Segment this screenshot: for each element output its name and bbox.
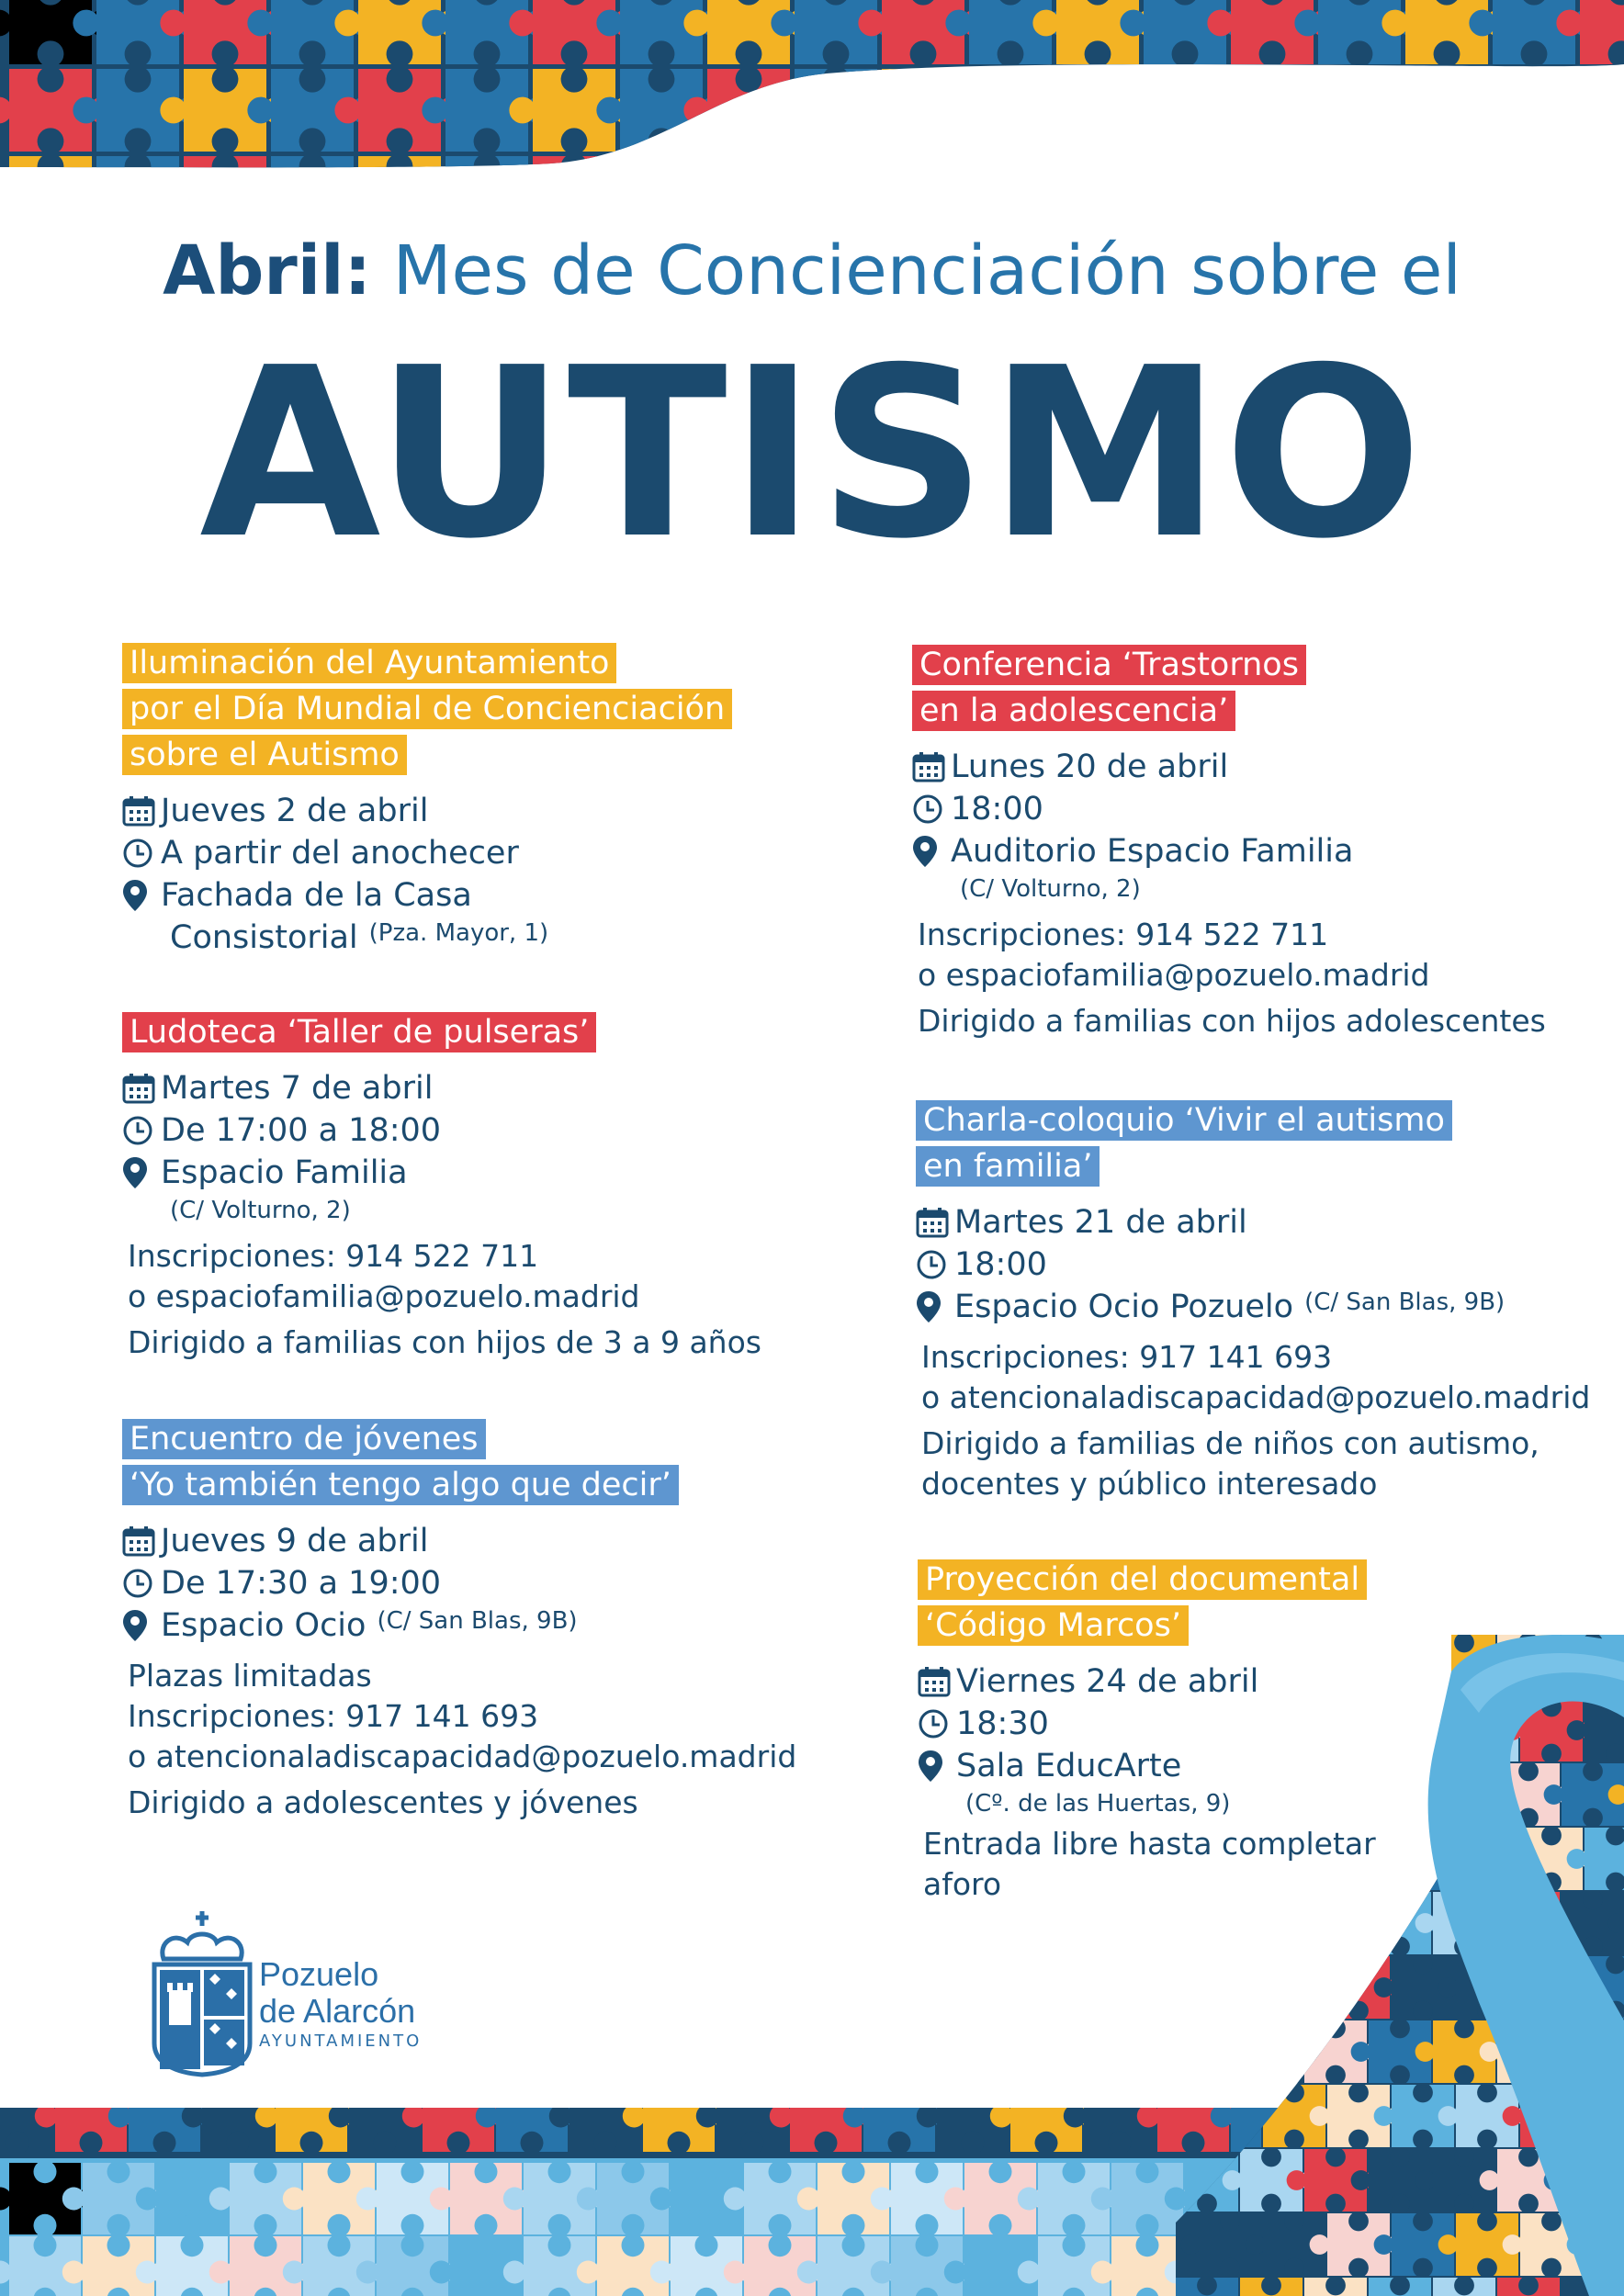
puzzle-piece <box>1246 1956 1344 2019</box>
event-audience: Dirigido a familias con hijos de 3 a 9 años <box>128 1324 761 1360</box>
puzzle-piece <box>1382 69 1511 152</box>
puzzle-piece <box>1032 156 1162 174</box>
event-title-line: Encuentro de jóvenes <box>122 1419 486 1459</box>
calendar-icon <box>122 1067 161 1109</box>
coat-of-arms-icon <box>147 1906 257 2080</box>
puzzle-piece <box>771 69 900 152</box>
event-iluminacion <box>122 643 820 959</box>
event-title-line: Iluminación del Ayuntamiento <box>122 643 616 683</box>
puzzle-piece <box>858 69 987 152</box>
event-date: Jueves 9 de abril <box>161 1523 429 1559</box>
page-subtitle <box>0 230 1624 312</box>
puzzle-piece <box>1294 156 1424 174</box>
event-time: 18:00 <box>951 791 1043 827</box>
puzzle-piece <box>1207 69 1336 152</box>
puzzle-piece <box>1294 69 1424 152</box>
event-charla-coloquio <box>916 1100 1614 1504</box>
event-title-line: en la adolescencia’ <box>912 691 1235 731</box>
clock-icon <box>912 788 951 830</box>
puzzle-piece <box>1310 1699 1408 1761</box>
event-audience-line2: docentes y público interesado <box>921 1466 1378 1502</box>
location-pin-icon <box>916 1286 954 1328</box>
event-address: (C/ San Blas, 9B) <box>377 1607 578 1635</box>
puzzle-piece <box>1176 1635 1256 1697</box>
puzzle-piece <box>1223 1635 1321 1697</box>
event-time: De 17:30 a 19:00 <box>161 1565 442 1602</box>
event-address: (C/ Volturno, 2) <box>960 875 1141 903</box>
event-address: (Cº. de las Huertas, 9) <box>965 1790 1231 1818</box>
event-date: Jueves 2 de abril <box>161 793 429 829</box>
puzzle-piece <box>1176 1763 1256 1826</box>
event-registration-phone: Inscripciones: 914 522 711 <box>128 1238 539 1274</box>
puzzle-piece <box>1207 156 1336 174</box>
event-time: A partir del anochecer <box>161 835 519 872</box>
event-date: Martes 7 de abril <box>161 1070 434 1107</box>
event-title-line: ‘Código Marcos’ <box>918 1605 1189 1646</box>
logo-line1: Pozuelo <box>259 1955 379 1993</box>
logo-line2: de Alarcón <box>259 1992 416 2030</box>
event-registration-email: o atencionaladiscapacidad@pozuelo.madrid <box>921 1379 1591 1415</box>
puzzle-piece <box>1287 1892 1385 1954</box>
event-address: (C/ Volturno, 2) <box>170 1197 351 1224</box>
puzzle-piece <box>1176 2020 1256 2083</box>
event-time: 18:30 <box>956 1705 1049 1742</box>
puzzle-piece <box>1556 69 1624 152</box>
event-note: Plazas limitadas <box>128 1658 372 1694</box>
event-registration-email: o atencionaladiscapacidad@pozuelo.madrid <box>128 1739 797 1774</box>
event-address: (C/ San Blas, 9B) <box>1304 1289 1506 1316</box>
puzzle-piece <box>1223 1892 1321 1954</box>
puzzle-piece <box>945 156 1075 174</box>
puzzle-piece <box>1181 1956 1280 2019</box>
event-title-line: por el Día Mundial de Concienciación <box>122 689 732 729</box>
puzzle-piece <box>1246 1699 1344 1761</box>
page-title: AUTISMO <box>199 318 1425 591</box>
event-title-line: sobre el Autismo <box>122 735 407 775</box>
awareness-ribbon <box>1176 1635 1624 2296</box>
event-note: Entrada libre hasta completar <box>923 1826 1376 1862</box>
event-audience: Dirigido a adolescentes y jóvenes <box>128 1784 638 1820</box>
event-address: (Pza. Mayor, 1) <box>368 919 549 947</box>
calendar-icon <box>916 1201 954 1244</box>
event-note-line2: aforo <box>923 1866 1002 1902</box>
location-pin-icon <box>912 830 951 872</box>
puzzle-piece <box>1469 69 1598 152</box>
puzzle-piece <box>1382 156 1511 174</box>
puzzle-piece <box>1310 1828 1408 1890</box>
event-registration-phone: Inscripciones: 914 522 711 <box>918 917 1329 952</box>
clock-icon <box>918 1703 956 1745</box>
puzzle-piece <box>1176 1892 1256 1954</box>
event-title-line: Charla-coloquio ‘Vivir el autismo <box>916 1100 1452 1141</box>
puzzle-piece <box>1120 156 1249 174</box>
event-registration-email: o espaciofamilia@pozuelo.madrid <box>128 1278 640 1314</box>
clock-icon <box>122 832 161 874</box>
puzzle-piece <box>1223 1763 1321 1826</box>
clock-icon <box>122 1109 161 1152</box>
title-rest: Mes de Concienciación sobre el <box>392 231 1461 310</box>
puzzle-piece <box>858 156 987 174</box>
puzzle-piece <box>1032 69 1162 152</box>
event-registration-phone: Inscripciones: 917 141 693 <box>128 1698 539 1734</box>
event-title-line: Ludoteca ‘Taller de pulseras’ <box>122 1012 596 1052</box>
event-date: Martes 21 de abril <box>954 1204 1247 1241</box>
title-prefix: Abril: <box>163 231 372 310</box>
event-audience: Dirigido a familias de niños con autismo, <box>921 1425 1539 1461</box>
location-pin-icon <box>122 1604 161 1647</box>
calendar-icon <box>122 790 161 832</box>
event-time: 18:00 <box>954 1246 1047 1283</box>
puzzle-piece <box>1351 1635 1449 1697</box>
puzzle-piece <box>1556 156 1624 174</box>
clock-icon <box>916 1244 954 1286</box>
puzzle-piece <box>771 156 900 174</box>
location-pin-icon <box>122 1152 161 1194</box>
logo-text <box>259 1956 422 2051</box>
event-place-line2: Consistorial <box>170 919 358 956</box>
puzzle-piece <box>945 69 1075 152</box>
puzzle-piece <box>1181 1699 1280 1761</box>
calendar-icon <box>918 1660 956 1703</box>
event-conferencia <box>912 645 1610 1041</box>
event-date: Viernes 24 de abril <box>956 1663 1259 1700</box>
puzzle-piece <box>1181 1828 1280 1890</box>
event-registration-phone: Inscripciones: 917 141 693 <box>921 1339 1333 1375</box>
event-date: Lunes 20 de abril <box>951 748 1229 785</box>
location-pin-icon <box>918 1745 956 1787</box>
event-audience: Dirigido a familias con hijos adolescentes <box>918 1003 1546 1039</box>
event-title-line: Proyección del documental <box>918 1559 1367 1600</box>
puzzle-piece <box>1469 156 1598 174</box>
event-registration-email: o espaciofamilia@pozuelo.madrid <box>918 957 1430 993</box>
logo-line3: AYUNTAMIENTO <box>259 2032 423 2051</box>
puzzle-piece <box>1120 69 1249 152</box>
puzzle-piece <box>683 156 813 174</box>
event-title-line: ‘Yo también tengo algo que decir’ <box>122 1465 679 1505</box>
puzzle-piece <box>596 156 726 174</box>
event-place: Espacio Ocio Pozuelo <box>954 1289 1294 1325</box>
puzzle-piece <box>1246 1828 1344 1890</box>
event-ludoteca <box>122 1012 820 1363</box>
event-place: Sala EducArte <box>956 1748 1182 1784</box>
event-title-line: Conferencia ‘Trastornos <box>912 645 1306 685</box>
puzzle-piece <box>1287 1763 1385 1826</box>
calendar-icon <box>122 1520 161 1562</box>
clock-icon <box>122 1562 161 1604</box>
event-place: Auditorio Espacio Familia <box>951 833 1354 870</box>
event-encuentro-jovenes <box>122 1419 820 1823</box>
puzzle-piece <box>1287 1635 1385 1697</box>
event-place: Espacio Ocio <box>161 1607 367 1644</box>
event-place: Espacio Familia <box>161 1154 408 1191</box>
event-place: Fachada de la Casa <box>161 877 472 914</box>
event-title-line: en familia’ <box>916 1146 1100 1187</box>
calendar-icon <box>912 746 951 788</box>
location-pin-icon <box>122 874 161 917</box>
event-time: De 17:00 a 18:00 <box>161 1112 442 1149</box>
top-puzzle-band <box>0 0 1624 174</box>
